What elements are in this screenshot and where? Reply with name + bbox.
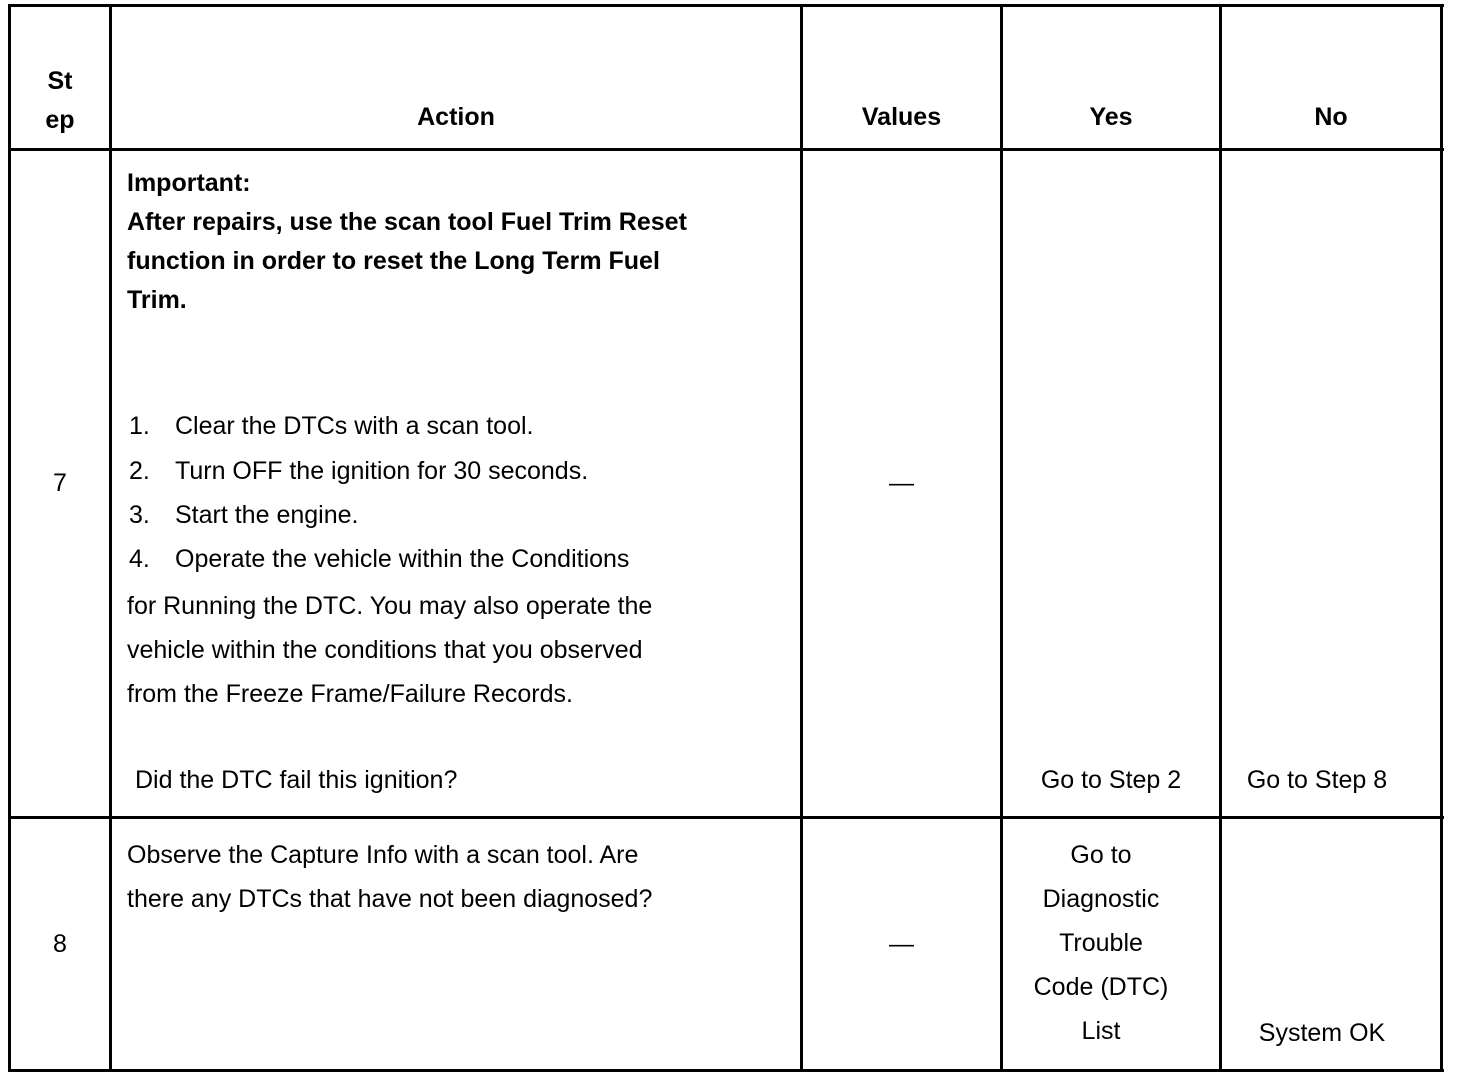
procedure-step: 2. Turn OFF the ignition for 30 seconds. xyxy=(129,457,589,485)
procedure-step: 4. Operate the vehicle within the Conditions xyxy=(129,545,630,573)
no-cell: System OK xyxy=(1258,1019,1386,1047)
col-divider-step xyxy=(109,4,112,1072)
important-line: After repairs, use the scan tool Fuel Trim Reset xyxy=(127,208,687,236)
col-divider-action xyxy=(800,4,803,1072)
no-cell: Go to Step 8 xyxy=(1246,766,1388,794)
procedure-continuation: for Running the DTC. You may also operate the vehicle within the conditions that you observed from the Freeze Frame/Failure Records. xyxy=(127,592,653,708)
header-no: No xyxy=(1314,103,1348,131)
table-border-left xyxy=(8,4,11,1072)
header-action: Action xyxy=(417,103,495,131)
important-title: Important: xyxy=(127,169,251,197)
important-line: function in order to reset the Long Term Fuel xyxy=(127,247,660,275)
table-border-top xyxy=(8,4,1444,7)
important-line: Trim. xyxy=(127,286,187,314)
question-text: Did the DTC fail this ignition? xyxy=(135,766,458,794)
yes-cell: Go to Step 2 xyxy=(1040,766,1182,794)
procedure-step: 3. Start the engine. xyxy=(129,501,359,529)
row-divider xyxy=(8,816,1444,819)
important-note xyxy=(127,164,797,320)
action-text: Observe the Capture Info with a scan tool. Are there any DTCs that have not been diagnosed? xyxy=(127,841,653,913)
header-divider xyxy=(8,148,1444,151)
table-border-bottom xyxy=(8,1069,1444,1072)
header-step: St ep xyxy=(45,67,75,134)
table-border-right xyxy=(1440,4,1443,1072)
values-cell: — xyxy=(889,930,914,958)
procedure-step: 1. Clear the DTCs with a scan tool. xyxy=(129,412,534,440)
diagnostic-table xyxy=(8,4,1444,1072)
col-divider-yes xyxy=(1219,4,1222,1072)
yes-cell: Go to Diagnostic Trouble Code (DTC) List xyxy=(1033,841,1169,1045)
header-values: Values xyxy=(861,103,942,131)
step-number-7: 7 xyxy=(53,469,67,497)
header-yes: Yes xyxy=(1089,103,1133,131)
step-number-8: 8 xyxy=(53,930,67,958)
values-cell: — xyxy=(889,469,914,497)
